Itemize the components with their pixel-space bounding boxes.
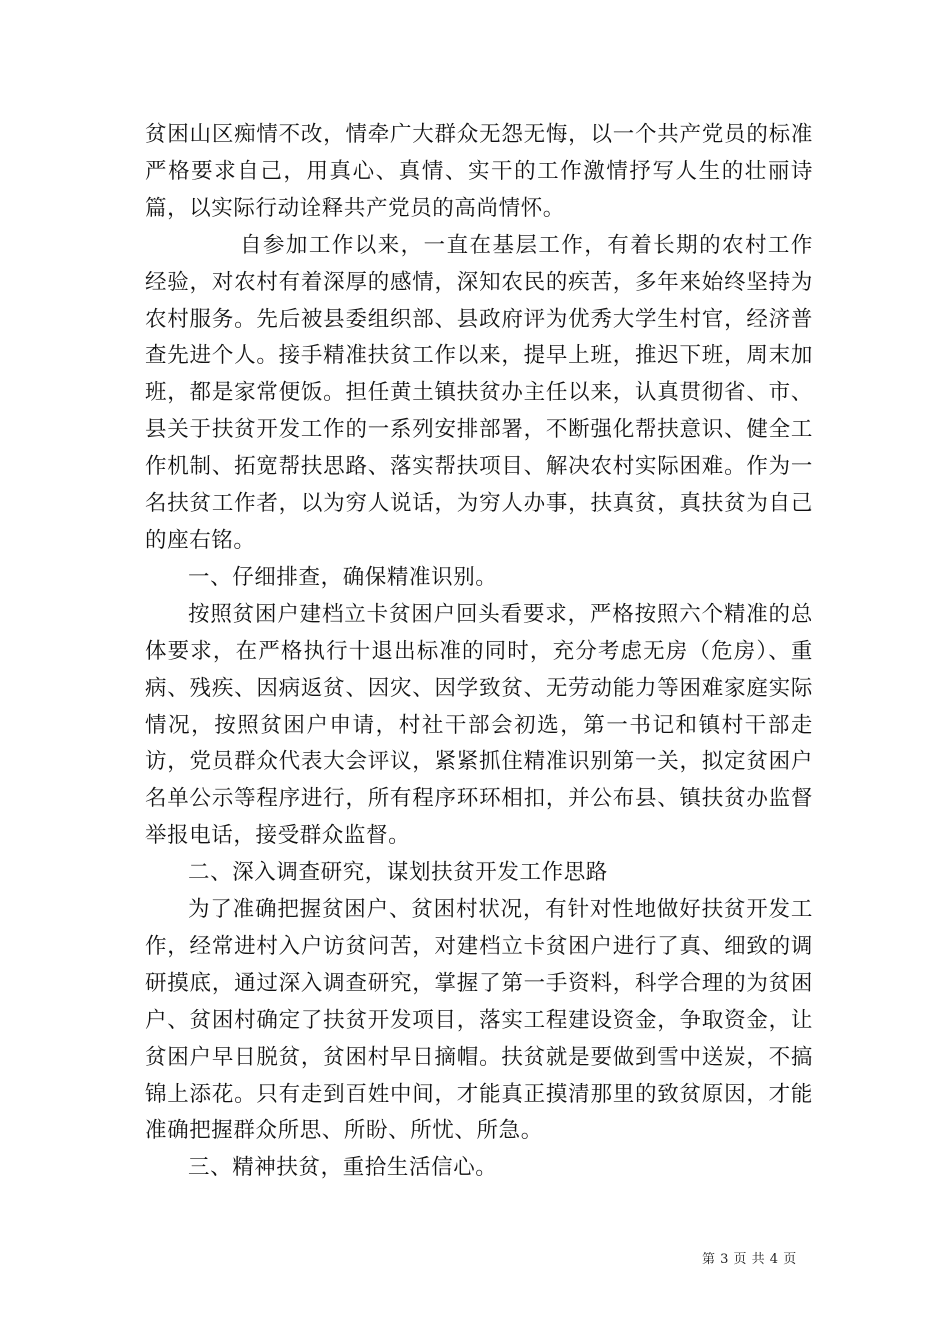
paragraph-precise-identification: 按照贫困户建档立卡贫困户回头看要求，严格按照六个精准的总体要求，在严格执行十退出标准的同时，充分考虑无房（危房）、重病、残疾、因病返贫、因灾、因学致贫、无劳动能力等困难家庭实际情况，按照贫困户申请，村社干部会初选，第一书记和镇村干部走访，党员群众代表大会评议，紧紧抓住精准识别第一关，拟定贫困户名单公示等程序进行，所有程序环环相扣，并公布县、镇扶贫办监督举报电话，接受群众监督。 [145,601,813,849]
section-heading-2: 二、深入调查研究，谋划扶贫开发工作思路 [188,860,608,886]
page-number: 第 3 页 共 4 页 [702,1252,797,1267]
paragraph-investigation: 为了准确把握贫困户、贫困村状况，有针对性地做好扶贫开发工作，经常进村入户访贫问苦，对建档立卡贫困户进行了真、细致的调研摸底，通过深入调查研究，掌握了第一手资料，科学合理的为贫困户、贫困村确定了扶贫开发项目，落实工程建设资金，争取资金，让贫困户早日脱贫，贫困村早日摘帽。扶贫就是要做到雪中送炭，不搞锦上添花。只有走到百姓中间，才能真正摸清那里的致贫原因，才能准确把握群众所思、所盼、所忧、所急。 [145,897,813,1144]
section-heading-3: 三、精神扶贫，重拾生活信心。 [188,1155,498,1181]
paragraph-intro-continuation: 贫困山区痴情不改，情牵广大群众无怨无悔，以一个共产党员的标准严格要求自己，用真心、真情、实干的工作激情抒写人生的壮丽诗篇，以实际行动诠释共产党员的高尚情怀。 [145,122,813,221]
paragraph-work-experience: 自参加工作以来，一直在基层工作，有着长期的农村工作经验，对农村有着深厚的感情，深知农民的疾苦，多年来始终坚持为农村服务。先后被县委组织部、县政府评为优秀大学生村官，经济普查先进个人。接手精准扶贫工作以来，提早上班，推迟下班，周末加班，都是家常便饭。担任黄土镇扶贫办主任以来，认真贯彻省、市、县关于扶贫开发工作的一系列安排部署，不断强化帮扶意识、健全工作机制、拓宽帮扶思路、落实帮扶项目、解决农村实际困难。作为一名扶贫工作者，以为穷人说话，为穷人办事，扶真贫，真扶贫为自己的座右铭。 [145,232,813,553]
section-heading-1: 一、仔细排查，确保精准识别。 [188,564,498,590]
document-body [145,117,813,1187]
